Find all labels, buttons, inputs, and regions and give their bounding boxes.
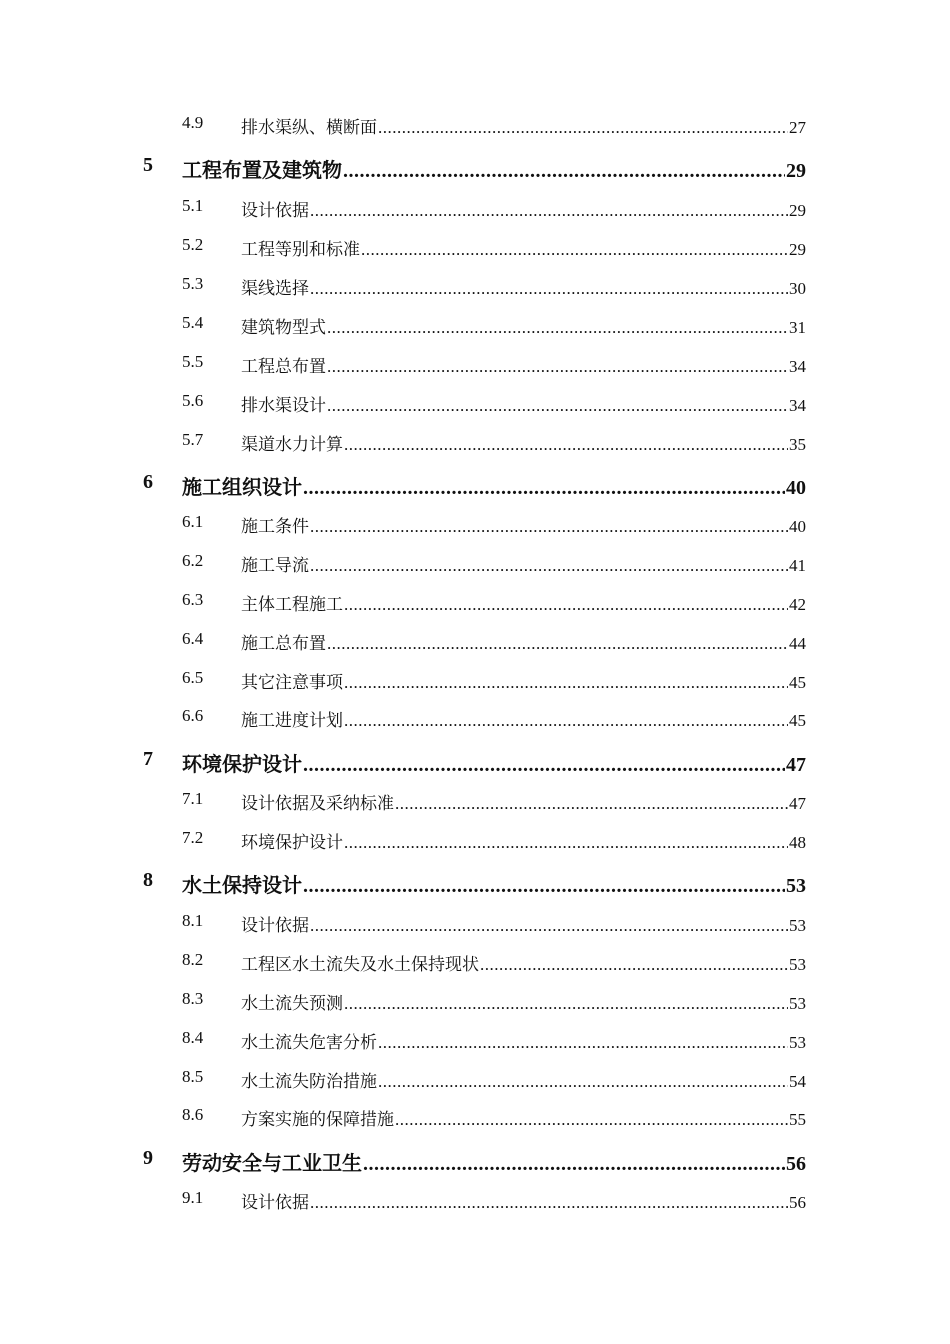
toc-section-entry[interactable] (0, 590, 950, 620)
toc-entry-title: 工程布置及建筑物 (182, 160, 342, 182)
toc-entry-number: 9 (143, 1147, 153, 1169)
toc-entry-page-number: 47 (786, 754, 806, 776)
toc-entry-number: 5.1 (182, 196, 204, 215)
toc-entry-page-number: 53 (789, 955, 806, 974)
toc-entry-line (241, 828, 806, 853)
toc-entry-line (182, 748, 806, 777)
toc-entry-title: 水土保持设计 (182, 875, 302, 897)
toc-entry-page-number: 34 (789, 357, 806, 376)
toc-entry-title: 劳动安全与工业卫生 (182, 1153, 362, 1175)
toc-entry-number: 6.3 (182, 590, 204, 609)
toc-entry-title: 设计依据 (241, 201, 309, 220)
toc-entry-number: 8.1 (182, 911, 204, 930)
toc-entry-title: 施工条件 (241, 517, 309, 536)
toc-entry-line (241, 789, 806, 814)
toc-entry-line (241, 950, 806, 975)
toc-section-entry[interactable] (0, 274, 950, 304)
toc-entry-page-number: 29 (786, 160, 806, 182)
toc-entry-line (241, 1188, 806, 1213)
toc-entry-number: 5.7 (182, 430, 204, 449)
toc-section-entry[interactable] (0, 950, 950, 980)
toc-entry-title: 其它注意事项 (241, 673, 343, 692)
toc-entry-page-number: 48 (789, 833, 806, 852)
toc-entry-number: 4.9 (182, 113, 204, 132)
dot-leader (327, 634, 788, 654)
toc-entry-number: 6.5 (182, 668, 204, 687)
toc-entry-page-number: 27 (789, 118, 806, 137)
dot-leader (327, 318, 788, 338)
toc-entry-number: 5.4 (182, 313, 204, 332)
toc-entry-title: 施工进度计划 (241, 711, 343, 730)
toc-section-entry[interactable] (0, 1105, 950, 1135)
toc-entry-line (241, 989, 806, 1014)
toc-entry-page-number: 56 (789, 1193, 806, 1212)
toc-entry-number: 5.2 (182, 235, 204, 254)
toc-entry-title: 水土流失防治措施 (241, 1072, 377, 1091)
toc-entry-number: 8.6 (182, 1105, 204, 1124)
dot-leader (310, 279, 788, 299)
toc-entry-title: 工程等别和标准 (241, 240, 360, 259)
toc-entry-title: 工程总布置 (241, 357, 326, 376)
toc-entry-line (241, 512, 806, 537)
dot-leader (378, 1033, 788, 1053)
dot-leader (344, 595, 788, 615)
toc-entry-page-number: 53 (789, 1033, 806, 1052)
toc-entry-page-number: 42 (789, 595, 806, 614)
toc-entry-number: 5 (143, 154, 153, 176)
toc-entry-title: 施工导流 (241, 556, 309, 575)
dot-leader (395, 1110, 788, 1130)
toc-entry-page-number: 29 (789, 240, 806, 259)
toc-entry-title: 设计依据 (241, 1193, 309, 1212)
dot-leader (327, 357, 788, 377)
dot-leader (344, 673, 788, 693)
toc-entry-number: 8.3 (182, 989, 204, 1008)
toc-entry-page-number: 53 (786, 875, 806, 897)
dot-leader (303, 477, 785, 500)
toc-section-entry[interactable] (0, 911, 950, 941)
dot-leader (310, 1193, 788, 1213)
toc-entry-number: 7.1 (182, 789, 204, 808)
toc-chapter-entry[interactable] (0, 748, 950, 778)
toc-entry-page-number: 40 (789, 517, 806, 536)
toc-entry-page-number: 41 (789, 556, 806, 575)
toc-entry-title: 渠道水力计算 (241, 435, 343, 454)
toc-chapter-entry[interactable] (0, 471, 950, 501)
toc-entry-number: 6.4 (182, 629, 204, 648)
dot-leader (310, 201, 788, 221)
toc-entry-line (241, 706, 806, 731)
toc-section-entry[interactable] (0, 391, 950, 421)
toc-entry-line (182, 1147, 806, 1176)
toc-section-entry[interactable] (0, 789, 950, 819)
toc-entry-line (241, 911, 806, 936)
toc-entry-title: 施工总布置 (241, 634, 326, 653)
dot-leader (363, 1153, 785, 1176)
toc-entry-title: 渠线选择 (241, 279, 309, 298)
toc-entry-page-number: 55 (789, 1110, 806, 1129)
toc-entry-number: 7 (143, 748, 153, 770)
toc-entry-page-number: 29 (789, 201, 806, 220)
toc-chapter-entry[interactable] (0, 154, 950, 184)
toc-entry-page-number: 45 (789, 673, 806, 692)
dot-leader (327, 396, 788, 416)
toc-entry-line (241, 391, 806, 416)
toc-entry-title: 水土流失危害分析 (241, 1033, 377, 1052)
dot-leader (361, 240, 788, 260)
dot-leader (310, 517, 788, 537)
toc-entry-line (241, 1028, 806, 1053)
toc-entry-number: 6 (143, 471, 153, 493)
toc-entry-line (241, 113, 806, 138)
toc-entry-number: 8.2 (182, 950, 204, 969)
toc-section-entry[interactable] (0, 706, 950, 736)
toc-entry-title: 水土流失预测 (241, 994, 343, 1013)
toc-entry-number: 5.5 (182, 352, 204, 371)
toc-entry-title: 设计依据 (241, 916, 309, 935)
toc-entry-page-number: 40 (786, 477, 806, 499)
toc-entry-line (182, 869, 806, 898)
dot-leader (310, 916, 788, 936)
dot-leader (378, 118, 788, 138)
toc-entry-line (241, 1105, 806, 1130)
toc-entry-line (241, 235, 806, 260)
toc-entry-number: 8 (143, 869, 153, 891)
toc-entry-line (241, 629, 806, 654)
toc-section-entry[interactable] (0, 1188, 950, 1218)
toc-entry-page-number: 44 (789, 634, 806, 653)
toc-entry-number: 5.3 (182, 274, 204, 293)
dot-leader (343, 160, 785, 183)
toc-section-entry[interactable] (0, 989, 950, 1019)
toc-entry-title: 排水渠纵、横断面 (241, 118, 377, 137)
toc-entry-line (241, 590, 806, 615)
toc-section-entry[interactable] (0, 629, 950, 659)
toc-entry-number: 5.6 (182, 391, 204, 410)
toc-entry-page-number: 34 (789, 396, 806, 415)
toc-entry-line (241, 551, 806, 576)
toc-entry-title: 设计依据及采纳标准 (241, 794, 394, 813)
toc-section-entry[interactable] (0, 668, 950, 698)
toc-entry-title: 环境保护设计 (241, 833, 343, 852)
toc-section-entry[interactable] (0, 352, 950, 382)
dot-leader (395, 794, 788, 814)
toc-section-entry[interactable] (0, 313, 950, 343)
toc-entry-line (182, 471, 806, 500)
toc-entry-page-number: 45 (789, 711, 806, 730)
toc-entry-page-number: 35 (789, 435, 806, 454)
toc-entry-number: 7.2 (182, 828, 204, 847)
toc-entry-line (241, 274, 806, 299)
toc-section-entry[interactable] (0, 551, 950, 581)
toc-section-entry[interactable] (0, 196, 950, 226)
toc-entry-page-number: 54 (789, 1072, 806, 1091)
toc-section-entry[interactable] (0, 430, 950, 460)
toc-entry-title: 主体工程施工 (241, 595, 343, 614)
toc-entry-number: 6.2 (182, 551, 204, 570)
toc-entry-title: 施工组织设计 (182, 477, 302, 499)
toc-entry-title: 排水渠设计 (241, 396, 326, 415)
toc-entry-line (241, 352, 806, 377)
toc-chapter-entry[interactable] (0, 1147, 950, 1177)
toc-entry-title: 工程区水土流失及水土保持现状 (241, 955, 479, 974)
toc-section-entry[interactable] (0, 512, 950, 542)
toc-entry-page-number: 53 (789, 916, 806, 935)
toc-entry-line (241, 1067, 806, 1092)
toc-entry-page-number: 30 (789, 279, 806, 298)
dot-leader (344, 435, 788, 455)
toc-entry-number: 6.1 (182, 512, 204, 531)
toc-entry-page-number: 31 (789, 318, 806, 337)
dot-leader (344, 994, 788, 1014)
dot-leader (303, 754, 785, 777)
toc-entry-line (241, 430, 806, 455)
toc-entry-title: 建筑物型式 (241, 318, 326, 337)
toc-entry-line (241, 313, 806, 338)
toc-entry-page-number: 56 (786, 1153, 806, 1175)
dot-leader (480, 955, 788, 975)
toc-section-entry[interactable] (0, 113, 950, 143)
dot-leader (303, 875, 785, 898)
dot-leader (310, 556, 788, 576)
toc-entry-line (241, 668, 806, 693)
toc-entry-line (182, 154, 806, 183)
dot-leader (344, 833, 788, 853)
dot-leader (378, 1072, 788, 1092)
toc-entry-page-number: 53 (789, 994, 806, 1013)
toc-entry-number: 8.5 (182, 1067, 204, 1086)
toc-section-entry[interactable] (0, 828, 950, 858)
toc-section-entry[interactable] (0, 1028, 950, 1058)
toc-entry-title: 方案实施的保障措施 (241, 1110, 394, 1129)
toc-entry-number: 8.4 (182, 1028, 204, 1047)
toc-chapter-entry[interactable] (0, 869, 950, 899)
toc-entry-line (241, 196, 806, 221)
dot-leader (344, 711, 788, 731)
toc-entry-number: 9.1 (182, 1188, 204, 1207)
toc-entry-page-number: 47 (789, 794, 806, 813)
toc-entry-title: 环境保护设计 (182, 754, 302, 776)
toc-section-entry[interactable] (0, 1067, 950, 1097)
toc-entry-number: 6.6 (182, 706, 204, 725)
toc-section-entry[interactable] (0, 235, 950, 265)
